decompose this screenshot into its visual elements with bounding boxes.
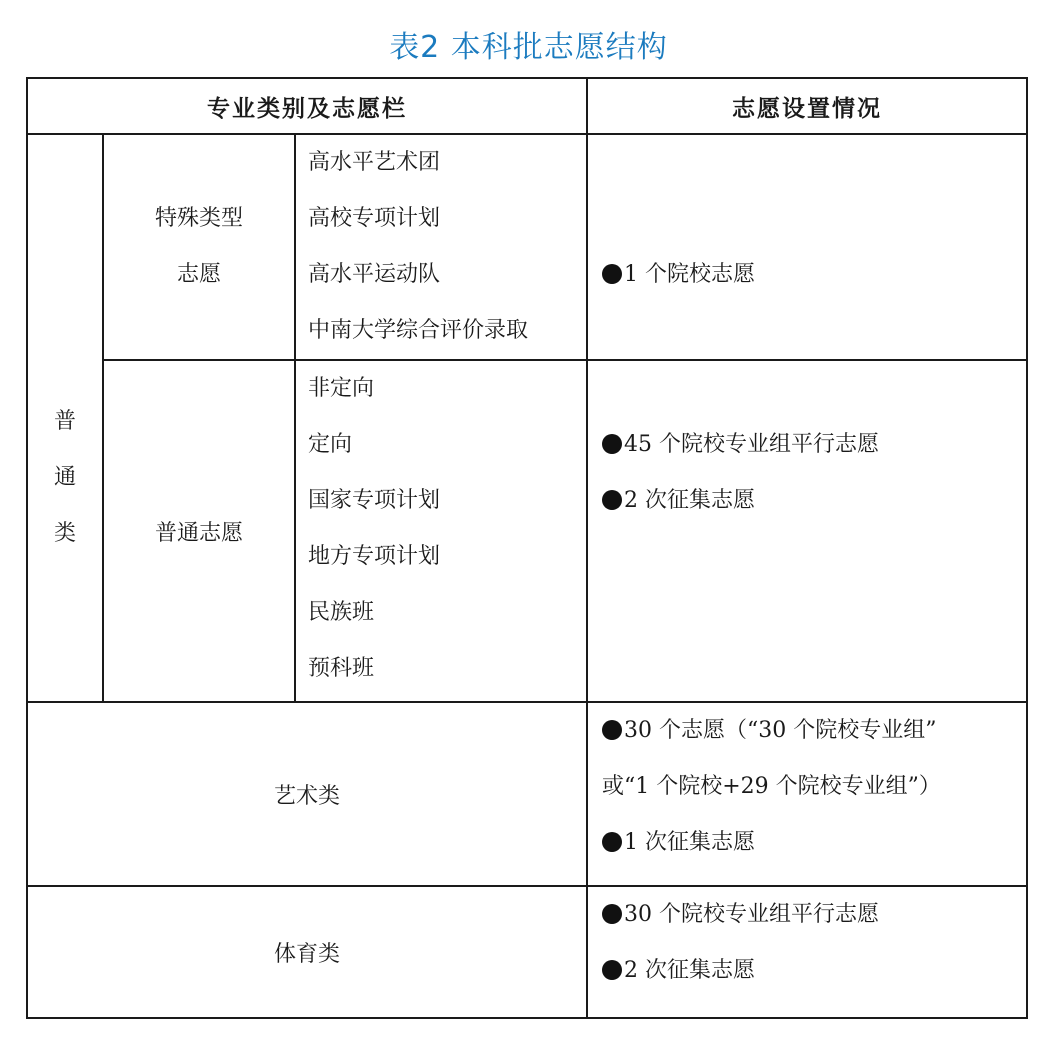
general-label-char: 通: [53, 465, 76, 490]
table-row-sports: [27, 886, 1027, 1018]
bullet-icon: [602, 904, 622, 924]
bullet-icon: [602, 832, 622, 852]
list-item: 高水平艺术团: [308, 150, 441, 175]
table-row-normal: [27, 360, 1027, 702]
setting-line: 1 次征集志愿: [602, 815, 1026, 871]
table-row-special: [27, 134, 1027, 360]
setting-line: 30 个院校专业组平行志愿: [602, 887, 1026, 943]
list-item: 中南大学综合评价录取: [308, 318, 529, 343]
art-label-cell: 艺术类: [27, 702, 587, 886]
bullet-icon: [602, 434, 622, 454]
special-type-label-cell: [103, 134, 295, 360]
normal-settings-cell: [587, 360, 1027, 702]
header-settings: 志愿设置情况: [587, 78, 1027, 134]
list-item: 高水平运动队: [308, 262, 441, 287]
table-title: 表2 本科批志愿结构: [389, 30, 668, 65]
special-label-line: 特殊类型: [154, 206, 243, 231]
special-label-line: 志愿: [176, 262, 221, 287]
list-item: 民族班: [308, 600, 375, 625]
art-settings-cell: [587, 702, 1027, 886]
sports-settings-cell: [587, 886, 1027, 1018]
special-settings-cell: [587, 134, 1027, 360]
general-label-char: 普: [53, 409, 76, 434]
general-label-char: 类: [53, 521, 76, 546]
table-row-art: [27, 702, 1027, 886]
header-row: [27, 78, 1027, 134]
setting-line: 2 次征集志愿: [602, 473, 1026, 529]
setting-line: 或“1 个院校+29 个院校专业组”）: [602, 774, 941, 799]
bullet-icon: [602, 960, 622, 980]
special-items-cell: [295, 134, 587, 360]
list-item: 定向: [308, 432, 353, 457]
list-item: 预科班: [308, 656, 375, 681]
sports-label-cell: 体育类: [27, 886, 587, 1018]
header-category: 专业类别及志愿栏: [27, 78, 587, 134]
list-item: 非定向: [308, 376, 375, 401]
setting-line: 2 次征集志愿: [602, 943, 1026, 999]
list-item: 国家专项计划: [308, 488, 441, 513]
setting-line: 30 个志愿（“30 个院校专业组”: [602, 703, 1026, 759]
bullet-icon: [602, 264, 622, 284]
bullet-icon: [602, 720, 622, 740]
list-item: 地方专项计划: [308, 544, 441, 569]
volunteer-structure-table: [26, 77, 1028, 1019]
setting-line: 1 个院校志愿: [602, 247, 1026, 303]
list-item: 高校专项计划: [308, 206, 441, 231]
bullet-icon: [602, 490, 622, 510]
normal-items-cell: [295, 360, 587, 702]
setting-line: 45 个院校专业组平行志愿: [602, 417, 1026, 473]
general-category-cell: [27, 134, 103, 702]
normal-label-cell: 普通志愿: [103, 360, 295, 702]
